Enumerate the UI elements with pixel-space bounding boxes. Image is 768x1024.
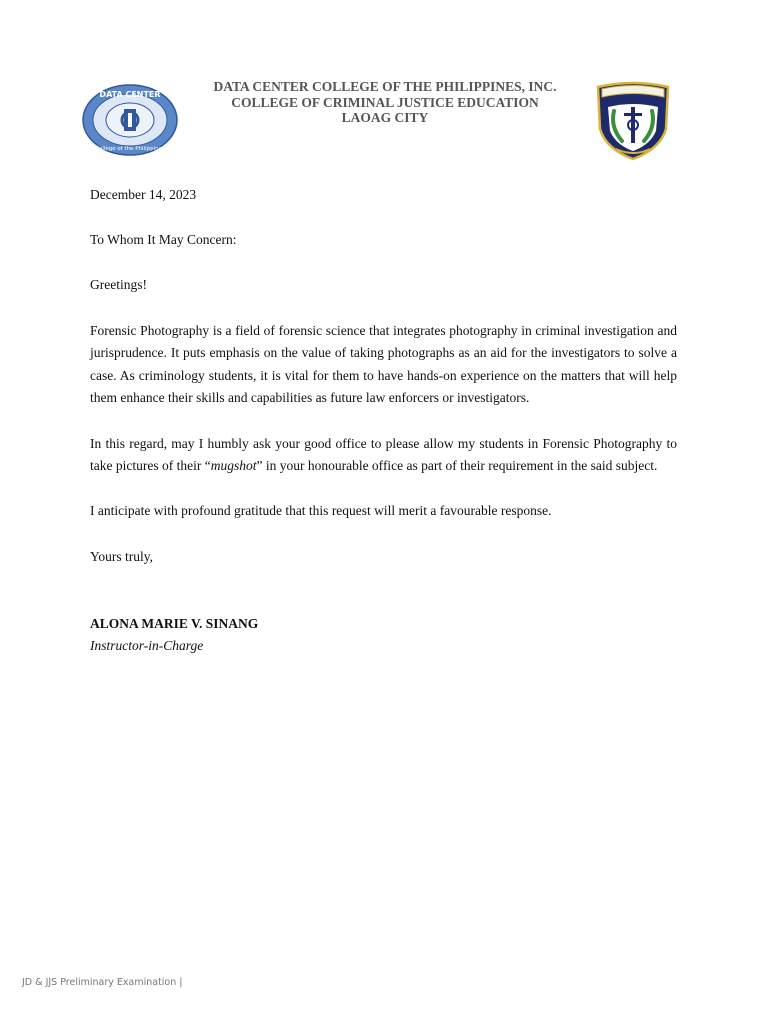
- letterhead: [0, 0, 768, 170]
- signature-space: [90, 591, 677, 613]
- paragraph-request: [90, 433, 677, 478]
- letter-body: [90, 184, 677, 658]
- seal-text-top: DATA CENTER: [99, 90, 161, 99]
- signatory-name: ALONA MARIE V. SINANG: [90, 615, 259, 631]
- seal-text-bottom: College of the Philippines: [95, 146, 165, 152]
- institution-name: DATA CENTER COLLEGE OF THE PHILIPPINES, INC.: [213, 79, 557, 94]
- page-footer: JD & JJS Preliminary Examination |: [22, 977, 183, 988]
- letter-salutation: To Whom It May Concern:: [90, 232, 237, 248]
- mugshot-emphasis: mugshot: [210, 458, 257, 474]
- paragraph-gratitude: I anticipate with profound gratitude that this request will merit a favourable response.: [90, 503, 552, 519]
- request-text-end: ” in your honourable office as part of their requirement in the said subject.: [256, 458, 658, 474]
- college-name: COLLEGE OF CRIMINAL JUSTICE EDUCATION: [231, 94, 539, 110]
- city-name: LAOAG CITY: [341, 110, 429, 125]
- college-seal-icon: [82, 83, 178, 157]
- signatory-title: Instructor-in-Charge: [90, 638, 204, 654]
- letter-greeting: Greetings!: [90, 277, 147, 293]
- letter-date: December 14, 2023: [90, 187, 197, 202]
- criminology-shield-icon: [594, 79, 672, 161]
- letter-closing: Yours truly,: [90, 548, 154, 564]
- request-text-start: In this regard, may I humbly ask your good office to please allow my students in Forensic Photography to take pictures of their “: [90, 435, 677, 474]
- institution-header: [180, 79, 590, 126]
- paragraph-forensic-photography: Forensic Photography is a field of forensic science that integrates photography in criminal investigation and jurisprudence. It puts emphasis on the value of taking photographs as an aid for the investigators to solve a case. As criminology students, it is vital for them to have hands-on experience on the matters that will help them enhance their skills and capabilities as future law enforcers or investigators.: [90, 322, 677, 406]
